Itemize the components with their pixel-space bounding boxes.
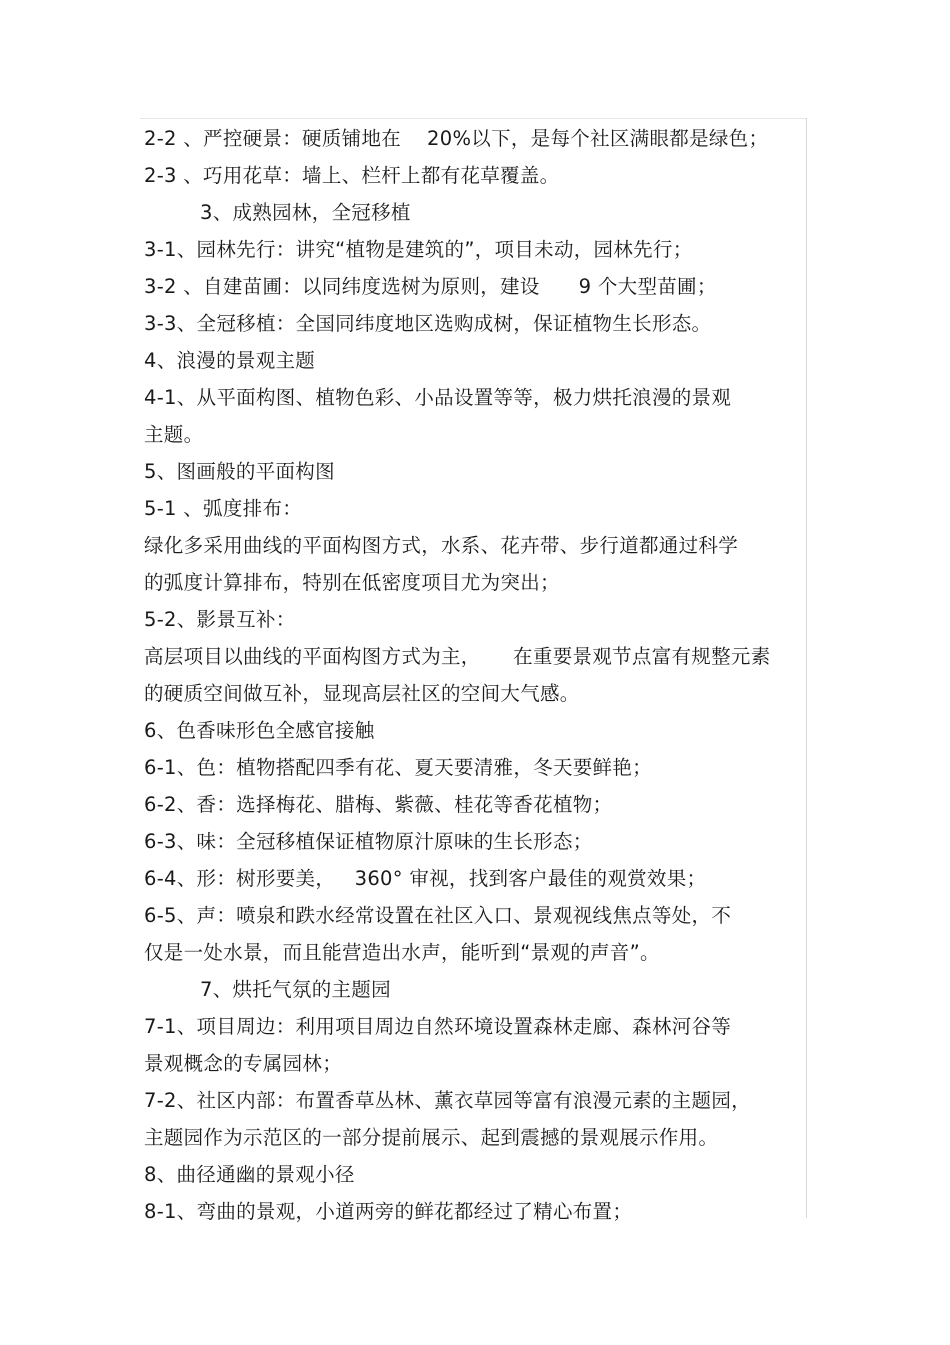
text-line: 仅是一处水景，而且能营造出水声，能听到“景观的声音”。: [144, 941, 660, 964]
page-border-right: [806, 118, 807, 1218]
document-body: [144, 120, 804, 1230]
text-line: 2-2 、严控硬景：硬质铺地在 20%以下，是每个社区满眼都是绿色；: [144, 127, 769, 150]
text-line: 景观概念的专属园林；: [144, 1052, 343, 1075]
section-heading: 3、成熟园林，全冠移植: [200, 201, 411, 224]
text-line: 6-4、形：树形要美， 360° 审视，找到客户最佳的观赏效果；: [144, 867, 707, 890]
text-line: 绿化多采用曲线的平面构图方式，水系、花卉带、步行道都通过科学: [144, 534, 739, 557]
text-line: 的弧度计算排布，特别在低密度项目尤为突出；: [144, 571, 560, 594]
text-line: 5-2、影景互补：: [144, 608, 296, 631]
text-line: 3-2 、自建苗圃：以同纬度选树为原则，建设 9 个大型苗圃；: [144, 275, 717, 298]
text-line: 2-3 、巧用花草：墙上、栏杆上都有花草覆盖。: [144, 164, 560, 187]
section-heading: 6、色香味形色全感官接触: [144, 719, 375, 742]
text-line: 6-2、香：选择梅花、腊梅、紫薇、桂花等香花植物；: [144, 793, 613, 816]
text-line: 3-1、园林先行：讲究“植物是建筑的”，项目未动，园林先行；: [144, 238, 693, 261]
text-line: 7-1、项目周边：利用项目周边自然环境设置森林走廊、森林河谷等: [144, 1015, 732, 1038]
text-line: 8-1、弯曲的景观，小道两旁的鲜花都经过了精心布置；: [144, 1200, 633, 1223]
text-line: 4-1、从平面构图、植物色彩、小品设置等等，极力烘托浪漫的景观: [144, 386, 732, 409]
text-line: 6-1、色：植物搭配四季有花、夏天要清雅，冬天要鲜艳；: [144, 756, 652, 779]
text-line: 6-3、味：全冠移植保证植物原汁原味的生长形态；: [144, 830, 593, 853]
text-line: 7-2、社区内部：布置香草丛林、薰衣草园等富有浪漫元素的主题园，: [144, 1089, 751, 1112]
text-line: 5-1 、弧度排布：: [144, 497, 303, 520]
text-line: 主题。: [144, 423, 204, 446]
text-line: 6-5、声：喷泉和跌水经常设置在社区入口、景观视线焦点等处，不: [144, 904, 732, 927]
page-border-top: [140, 118, 807, 119]
section-heading: 8、曲径通幽的景观小径: [144, 1163, 355, 1186]
section-heading: 5、图画般的平面构图: [144, 460, 335, 483]
section-heading: 7、烘托气氛的主题园: [200, 978, 391, 1001]
section-heading: 4、浪漫的景观主题: [144, 349, 316, 372]
text-line: 主题园作为示范区的一部分提前展示、起到震撼的景观展示作用。: [144, 1126, 719, 1149]
text-line: 的硬质空间做互补，显现高层社区的空间大气感。: [144, 682, 580, 705]
text-line: 高层项目以曲线的平面构图方式为主， 在重要景观节点富有规整元素: [144, 645, 771, 668]
text-line: 3-3、全冠移植：全国同纬度地区选购成树，保证植物生长形态。: [144, 312, 712, 335]
